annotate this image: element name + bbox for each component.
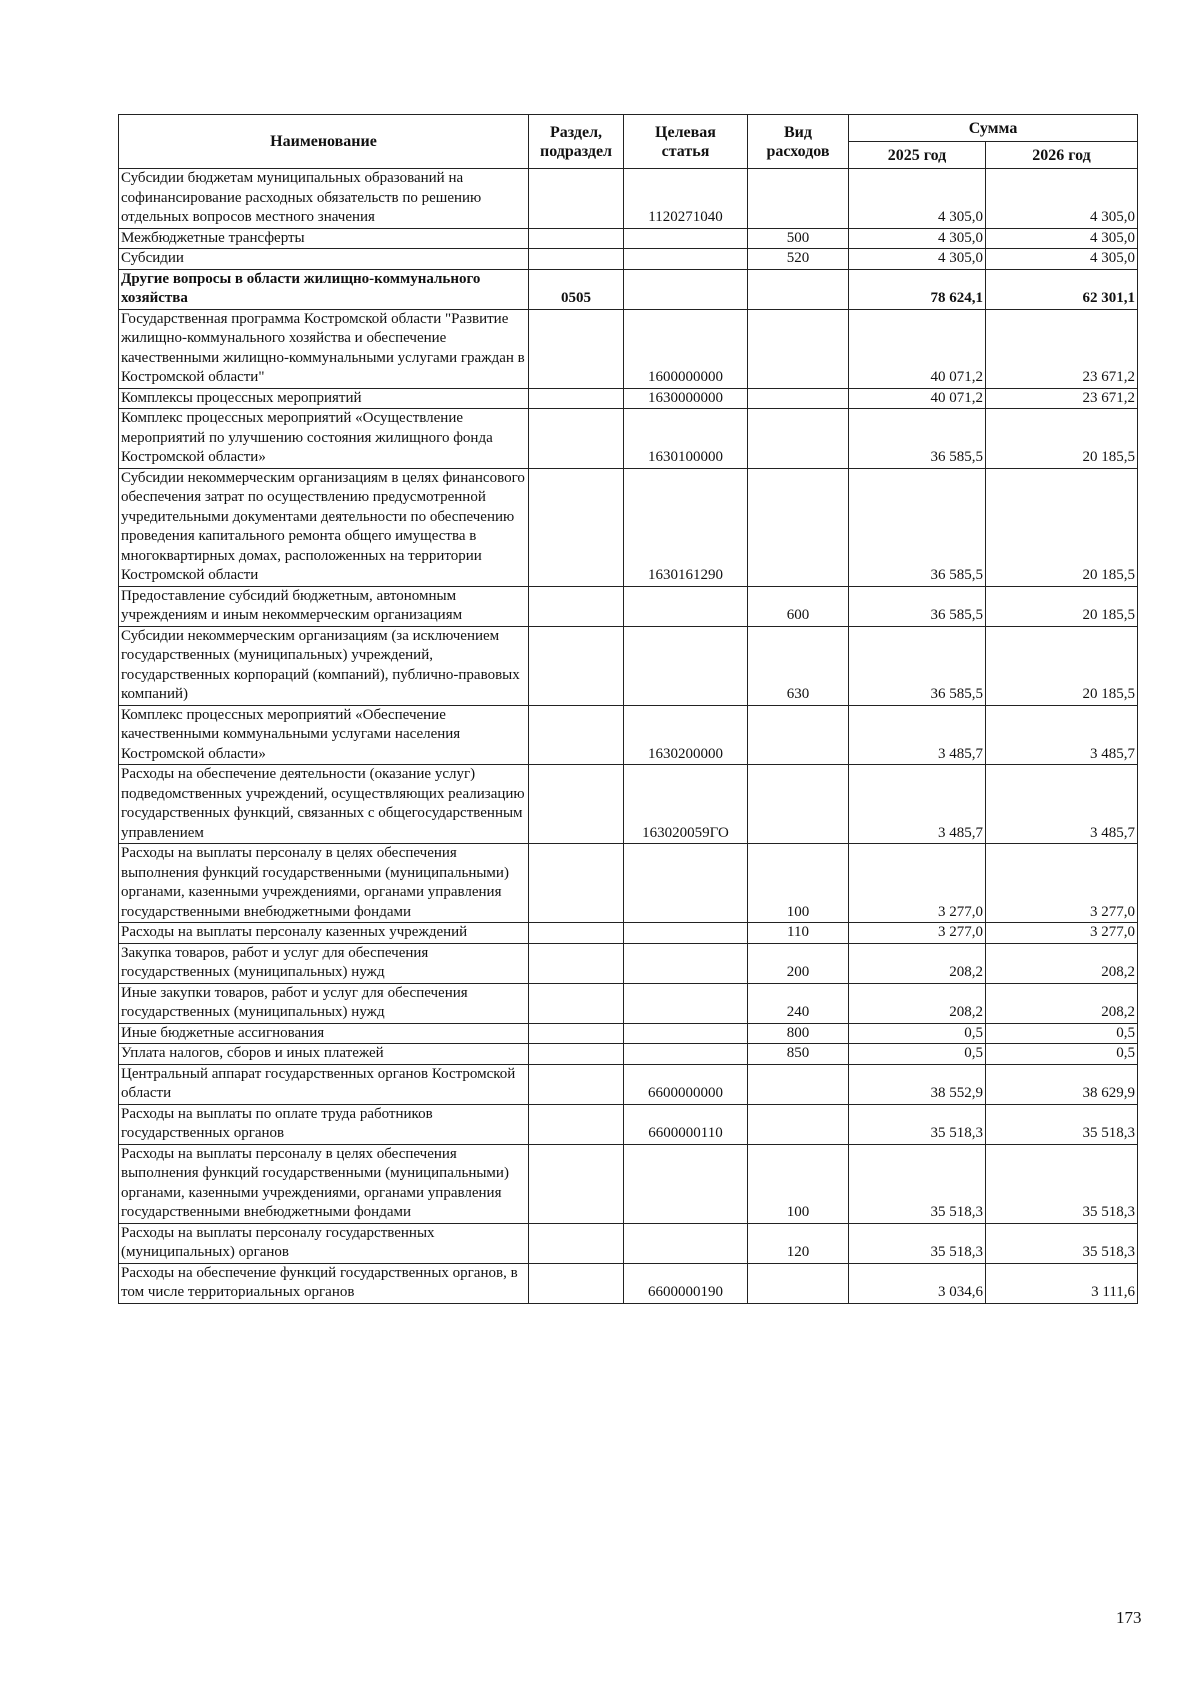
row-amount-2025-cell: 35 518,3 [849,1104,986,1144]
table-row [119,1263,1138,1303]
row-amount-2026-cell: 4 305,0 [986,249,1138,270]
row-name-cell: Закупка товаров, работ и услуг для обеспечения государственных (муниципальных) нужд [119,943,529,983]
table-row [119,1044,1138,1065]
row-target-cell [624,943,748,983]
row-target-cell [624,228,748,249]
row-section-cell [529,249,624,270]
row-target-cell [624,626,748,705]
table-row [119,309,1138,388]
row-amount-2025-cell: 3 485,7 [849,705,986,765]
row-amount-2025-cell: 40 071,2 [849,309,986,388]
row-amount-2026-cell: 208,2 [986,943,1138,983]
budget-table [118,114,1138,1304]
row-target-cell: 1630161290 [624,468,748,586]
row-section-cell [529,923,624,944]
header-year-2025: 2025 год [849,142,986,169]
table-body [119,169,1138,1304]
row-target-cell [624,1144,748,1223]
row-kind-cell: 120 [748,1223,849,1263]
row-amount-2025-cell: 4 305,0 [849,169,986,229]
row-amount-2026-cell: 208,2 [986,983,1138,1023]
table-row [119,169,1138,229]
row-amount-2025-cell: 36 585,5 [849,586,986,626]
table-row [119,1144,1138,1223]
header-section [529,115,624,169]
row-amount-2025-cell: 3 034,6 [849,1263,986,1303]
row-name-cell: Расходы на выплаты персоналу государственных (муниципальных) органов [119,1223,529,1263]
row-section-cell [529,309,624,388]
row-target-cell: 6600000110 [624,1104,748,1144]
row-target-cell [624,1023,748,1044]
row-amount-2025-cell: 208,2 [849,943,986,983]
row-kind-cell: 240 [748,983,849,1023]
header-name: Наименование [119,115,529,169]
row-name-cell: Межбюджетные трансферты [119,228,529,249]
table-row [119,705,1138,765]
header-target [624,115,748,169]
row-kind-cell: 600 [748,586,849,626]
row-target-cell [624,586,748,626]
row-section-cell [529,983,624,1023]
row-section-cell [529,844,624,923]
header-kind-line2: расходов [766,142,830,160]
row-section-cell [529,765,624,844]
table-row [119,468,1138,586]
table-row [119,923,1138,944]
row-amount-2025-cell: 78 624,1 [849,269,986,309]
row-amount-2025-cell: 4 305,0 [849,249,986,270]
table-row [119,409,1138,469]
row-amount-2026-cell: 62 301,1 [986,269,1138,309]
table-row [119,1104,1138,1144]
row-kind-cell: 850 [748,1044,849,1065]
row-amount-2025-cell: 36 585,5 [849,626,986,705]
row-kind-cell: 630 [748,626,849,705]
row-amount-2026-cell: 23 671,2 [986,388,1138,409]
row-amount-2025-cell: 208,2 [849,983,986,1023]
row-kind-cell [748,309,849,388]
row-kind-cell: 800 [748,1023,849,1044]
table-row [119,943,1138,983]
row-section-cell [529,228,624,249]
row-section-cell [529,1223,624,1263]
row-target-cell [624,1044,748,1065]
table-row [119,586,1138,626]
row-target-cell: 1630200000 [624,705,748,765]
table-row [119,626,1138,705]
header-kind [748,115,849,169]
table-row [119,228,1138,249]
row-kind-cell: 520 [748,249,849,270]
row-target-cell [624,249,748,270]
row-name-cell: Комплекс процессных мероприятий «Осуществление мероприятий по улучшению состояния жилищного фонда Костромской области» [119,409,529,469]
row-name-cell: Предоставление субсидий бюджетным, автономным учреждениям и иным некоммерческим организациям [119,586,529,626]
row-amount-2026-cell: 20 185,5 [986,468,1138,586]
row-target-cell: 1630000000 [624,388,748,409]
row-section-cell [529,169,624,229]
row-amount-2026-cell: 38 629,9 [986,1064,1138,1104]
row-name-cell: Иные бюджетные ассигнования [119,1023,529,1044]
row-amount-2026-cell: 3 277,0 [986,923,1138,944]
row-amount-2026-cell: 3 111,6 [986,1263,1138,1303]
row-name-cell: Расходы на обеспечение деятельности (оказание услуг) подведомственных учреждений, осуществляющих реализацию государственных функций, связанных с общегосударственным управлением [119,765,529,844]
row-section-cell [529,388,624,409]
table-row [119,388,1138,409]
table-row [119,1064,1138,1104]
row-amount-2025-cell: 36 585,5 [849,409,986,469]
row-target-cell: 1630100000 [624,409,748,469]
row-amount-2025-cell: 35 518,3 [849,1223,986,1263]
row-kind-cell [748,1263,849,1303]
row-section-cell [529,586,624,626]
row-amount-2026-cell: 3 277,0 [986,844,1138,923]
row-target-cell [624,1223,748,1263]
row-name-cell: Центральный аппарат государственных органов Костромской области [119,1064,529,1104]
header-section-line1: Раздел, [549,123,603,141]
table-row [119,269,1138,309]
row-target-cell: 163020059ГО [624,765,748,844]
header-sum: Сумма [849,115,1138,142]
table-row [119,1023,1138,1044]
header-target-line2: статья [661,142,710,160]
page-number: 173 [1116,1608,1142,1627]
row-kind-cell [748,388,849,409]
table-header [119,115,1138,169]
row-name-cell: Комплекс процессных мероприятий «Обеспечение качественными коммунальными услугами населения Костромской области» [119,705,529,765]
row-section-cell [529,1263,624,1303]
row-target-cell: 1120271040 [624,169,748,229]
row-kind-cell: 200 [748,943,849,983]
row-kind-cell [748,468,849,586]
row-amount-2026-cell: 3 485,7 [986,765,1138,844]
row-target-cell [624,269,748,309]
row-target-cell: 6600000000 [624,1064,748,1104]
row-amount-2025-cell: 3 277,0 [849,923,986,944]
row-target-cell [624,923,748,944]
row-section-cell [529,1104,624,1144]
row-target-cell [624,983,748,1023]
row-amount-2026-cell: 4 305,0 [986,228,1138,249]
row-name-cell: Расходы на выплаты персоналу в целях обеспечения выполнения функций государственными (муниципальными) органами, казенными учреждениями, органами управления государственными внебюджетными фондами [119,844,529,923]
row-kind-cell [748,409,849,469]
row-amount-2025-cell: 3 277,0 [849,844,986,923]
row-name-cell: Уплата налогов, сборов и иных платежей [119,1044,529,1065]
row-amount-2026-cell: 20 185,5 [986,586,1138,626]
row-name-cell: Другие вопросы в области жилищно-коммунального хозяйства [119,269,529,309]
row-kind-cell: 100 [748,1144,849,1223]
table-row [119,765,1138,844]
row-amount-2025-cell: 0,5 [849,1023,986,1044]
row-section-cell [529,468,624,586]
row-section-cell: 0505 [529,269,624,309]
row-name-cell: Комплексы процессных мероприятий [119,388,529,409]
row-target-cell: 1600000000 [624,309,748,388]
row-amount-2025-cell: 40 071,2 [849,388,986,409]
row-name-cell: Расходы на выплаты персоналу в целях обеспечения выполнения функций государственными (муниципальными) органами, казенными учреждениями, органами управления государственными внебюджетными фондами [119,1144,529,1223]
row-amount-2025-cell: 4 305,0 [849,228,986,249]
row-amount-2025-cell: 3 485,7 [849,765,986,844]
row-amount-2026-cell: 0,5 [986,1044,1138,1065]
row-name-cell: Расходы на выплаты по оплате труда работников государственных органов [119,1104,529,1144]
row-kind-cell [748,705,849,765]
row-amount-2025-cell: 0,5 [849,1044,986,1065]
header-section-line2: подраздел [539,142,613,160]
header-kind-line1: Вид [784,123,812,141]
row-name-cell: Расходы на выплаты персоналу казенных учреждений [119,923,529,944]
row-name-cell: Субсидии [119,249,529,270]
row-amount-2025-cell: 38 552,9 [849,1064,986,1104]
row-target-cell: 6600000190 [624,1263,748,1303]
row-name-cell: Государственная программа Костромской области "Развитие жилищно-коммунального хозяйства и обеспечение качественными жилищно-коммунальными услугами граждан в Костромской области" [119,309,529,388]
table-row [119,249,1138,270]
row-kind-cell [748,169,849,229]
row-kind-cell [748,1064,849,1104]
header-target-line1: Целевая [655,123,716,141]
row-name-cell: Иные закупки товаров, работ и услуг для обеспечения государственных (муниципальных) нужд [119,983,529,1023]
row-amount-2026-cell: 0,5 [986,1023,1138,1044]
row-name-cell: Расходы на обеспечение функций государственных органов, в том числе территориальных органов [119,1263,529,1303]
table-row [119,844,1138,923]
row-kind-cell: 500 [748,228,849,249]
row-amount-2025-cell: 36 585,5 [849,468,986,586]
row-amount-2026-cell: 35 518,3 [986,1144,1138,1223]
row-amount-2026-cell: 35 518,3 [986,1104,1138,1144]
row-kind-cell: 100 [748,844,849,923]
row-section-cell [529,1044,624,1065]
row-amount-2026-cell: 20 185,5 [986,409,1138,469]
row-kind-cell [748,269,849,309]
table-row [119,983,1138,1023]
header-year-2026: 2026 год [986,142,1138,169]
row-amount-2026-cell: 35 518,3 [986,1223,1138,1263]
row-section-cell [529,1023,624,1044]
row-amount-2025-cell: 35 518,3 [849,1144,986,1223]
row-amount-2026-cell: 23 671,2 [986,309,1138,388]
row-kind-cell [748,765,849,844]
row-amount-2026-cell: 4 305,0 [986,169,1138,229]
row-amount-2026-cell: 3 485,7 [986,705,1138,765]
row-name-cell: Субсидии некоммерческим организациям в целях финансового обеспечения затрат по осуществлению предусмотренной учредительными документами деятельности по обеспечению проведения капитального ремонта общего имущества в многоквартирных домах, расположенных на территории Костромской области [119,468,529,586]
table-row [119,1223,1138,1263]
row-section-cell [529,943,624,983]
row-amount-2026-cell: 20 185,5 [986,626,1138,705]
row-section-cell [529,1144,624,1223]
row-target-cell [624,844,748,923]
row-section-cell [529,626,624,705]
row-name-cell: Субсидии бюджетам муниципальных образований на софинансирование расходных обязательств по решению отдельных вопросов местного значения [119,169,529,229]
row-section-cell [529,705,624,765]
row-kind-cell: 110 [748,923,849,944]
row-name-cell: Субсидии некоммерческим организациям (за исключением государственных (муниципальных) учреждений, государственных корпораций (компаний), публично-правовых компаний) [119,626,529,705]
row-section-cell [529,1064,624,1104]
row-section-cell [529,409,624,469]
row-kind-cell [748,1104,849,1144]
